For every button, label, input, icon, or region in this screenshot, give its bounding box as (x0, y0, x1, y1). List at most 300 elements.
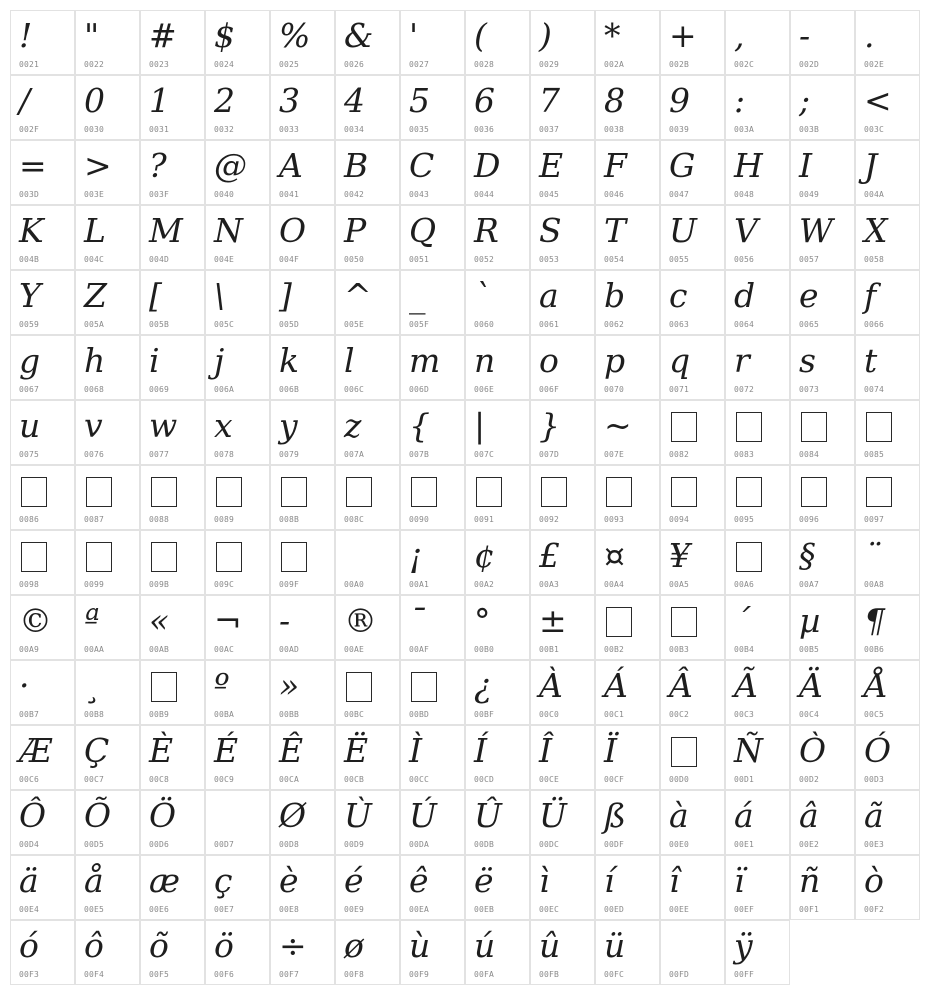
glyph-code: 00F8 (344, 970, 365, 979)
glyph-code: 004D (149, 255, 170, 264)
glyph-cell (400, 530, 465, 595)
glyph-char: E (539, 146, 564, 185)
glyph-char: i (149, 341, 160, 380)
glyph-cell (10, 465, 75, 530)
glyph-code: 0028 (474, 60, 495, 69)
glyph-char: ÿ (734, 926, 753, 965)
glyph-cell (205, 855, 270, 920)
glyph-code: 003A (734, 125, 755, 134)
glyph-cell (790, 400, 855, 465)
glyph-code: 003F (149, 190, 170, 199)
glyph-cell (465, 270, 530, 335)
glyph-cell (855, 725, 920, 790)
glyph-char: Û (474, 796, 502, 835)
glyph-cell (530, 140, 595, 205)
glyph-char: ß (604, 796, 627, 835)
glyph-cell (400, 465, 465, 530)
glyph-char: Â (669, 666, 693, 705)
missing-glyph-box (736, 412, 762, 442)
glyph-code: 005F (409, 320, 430, 329)
glyph-char: â (799, 796, 819, 835)
glyph-code: 0089 (214, 515, 235, 524)
glyph-code: 0085 (864, 450, 885, 459)
glyph-code: 00F3 (19, 970, 40, 979)
glyph-cell (270, 10, 335, 75)
glyph-cell (595, 855, 660, 920)
glyph-char: ñ (799, 861, 821, 900)
missing-glyph-box (281, 477, 307, 507)
glyph-char: û (539, 926, 561, 965)
glyph-char: ° (474, 601, 491, 640)
glyph-code: 00D3 (864, 775, 885, 784)
glyph-cell (270, 855, 335, 920)
glyph-code: 00F1 (799, 905, 820, 914)
glyph-char: ù (409, 926, 431, 965)
glyph-code: 0086 (19, 515, 40, 524)
glyph-code: 0027 (409, 60, 430, 69)
glyph-char: Ì (409, 731, 423, 770)
glyph-char: - (279, 601, 291, 640)
glyph-char: S (539, 211, 562, 250)
glyph-cell (10, 140, 75, 205)
glyph-cell (595, 270, 660, 335)
glyph-char: ] (279, 276, 292, 315)
glyph-char: õ (149, 926, 169, 965)
glyph-cell (335, 920, 400, 985)
glyph-cell (140, 465, 205, 530)
glyph-cell (790, 465, 855, 530)
glyph-cell (465, 10, 530, 75)
missing-glyph-box (411, 672, 437, 702)
glyph-cell (140, 595, 205, 660)
glyph-cell (790, 530, 855, 595)
missing-glyph-box (151, 672, 177, 702)
glyph-char: ^ (344, 276, 372, 315)
glyph-char: v (84, 406, 103, 445)
glyph-char: « (149, 601, 170, 640)
glyph-code: 00CE (539, 775, 560, 784)
glyph-code: 00B8 (84, 710, 105, 719)
missing-glyph-box (216, 477, 242, 507)
glyph-cell (400, 855, 465, 920)
glyph-cell (140, 205, 205, 270)
missing-glyph-box (736, 477, 762, 507)
glyph-char: ' (409, 16, 419, 55)
glyph-char: _ (409, 276, 426, 315)
glyph-cell (270, 335, 335, 400)
glyph-code: 0078 (214, 450, 235, 459)
glyph-code: 0045 (539, 190, 560, 199)
glyph-char: $ (214, 16, 235, 55)
glyph-cell (335, 400, 400, 465)
glyph-char: ü (604, 926, 626, 965)
glyph-code: 00C7 (84, 775, 105, 784)
glyph-char: 9 (669, 81, 690, 120)
glyph-code: 00AB (149, 645, 170, 654)
glyph-cell (400, 335, 465, 400)
glyph-code: 0041 (279, 190, 300, 199)
glyph-code: 0036 (474, 125, 495, 134)
glyph-code: 00A0 (344, 580, 365, 589)
glyph-code: 0069 (149, 385, 170, 394)
glyph-code: 00A5 (669, 580, 690, 589)
glyph-char: k (279, 341, 299, 380)
glyph-code: 0068 (84, 385, 105, 394)
glyph-char: > (84, 146, 112, 185)
glyph-cell (595, 10, 660, 75)
glyph-code: 00AF (409, 645, 430, 654)
glyph-code: 00F5 (149, 970, 170, 979)
missing-glyph-box (216, 542, 242, 572)
glyph-code: 0070 (604, 385, 625, 394)
glyph-char: | (474, 406, 486, 445)
glyph-cell (595, 725, 660, 790)
glyph-code: 00BD (409, 710, 430, 719)
glyph-char: 4 (344, 81, 365, 120)
glyph-code: 0054 (604, 255, 625, 264)
glyph-cell (140, 140, 205, 205)
glyph-code: 00B1 (539, 645, 560, 654)
glyph-cell (400, 205, 465, 270)
glyph-cell (400, 75, 465, 140)
glyph-cell (595, 335, 660, 400)
glyph-code: 00B0 (474, 645, 495, 654)
glyph-cell (335, 725, 400, 790)
glyph-code: 0075 (19, 450, 40, 459)
glyph-char: t (864, 341, 878, 380)
glyph-cell (335, 75, 400, 140)
glyph-cell (465, 140, 530, 205)
glyph-cell (465, 790, 530, 855)
glyph-char: 3 (279, 81, 300, 120)
glyph-code: 002F (19, 125, 40, 134)
glyph-char: ÷ (279, 926, 307, 965)
glyph-char: % (279, 16, 311, 55)
glyph-cell (335, 335, 400, 400)
glyph-char: Å (864, 666, 888, 705)
missing-glyph-box (736, 542, 762, 572)
glyph-cell (75, 725, 140, 790)
glyph-code: 00DF (604, 840, 625, 849)
glyph-code: 00C0 (539, 710, 560, 719)
glyph-cell (855, 400, 920, 465)
glyph-char: l (344, 341, 355, 380)
glyph-char: ® (344, 601, 377, 640)
glyph-code: 00D8 (279, 840, 300, 849)
glyph-code: 008C (344, 515, 365, 524)
glyph-cell (790, 725, 855, 790)
glyph-char: M (149, 211, 183, 250)
glyph-cell (10, 400, 75, 465)
glyph-code: 003B (799, 125, 820, 134)
glyph-char: { (409, 406, 430, 445)
glyph-code: 0062 (604, 320, 625, 329)
glyph-cell (270, 920, 335, 985)
glyph-char: á (734, 796, 754, 835)
glyph-code: 0090 (409, 515, 430, 524)
glyph-cell (855, 660, 920, 725)
glyph-code: 0044 (474, 190, 495, 199)
glyph-char: à (669, 796, 689, 835)
glyph-cell (725, 400, 790, 465)
glyph-char: Q (409, 211, 437, 250)
glyph-cell (75, 855, 140, 920)
glyph-code: 00CF (604, 775, 625, 784)
glyph-char: Ä (799, 666, 823, 705)
glyph-cell (465, 855, 530, 920)
missing-glyph-box (21, 477, 47, 507)
glyph-cell (270, 75, 335, 140)
glyph-code: 00AC (214, 645, 235, 654)
glyph-char: 2 (214, 81, 235, 120)
glyph-code: 007B (409, 450, 430, 459)
glyph-cell (855, 530, 920, 595)
glyph-code: 00A7 (799, 580, 820, 589)
glyph-cell (10, 270, 75, 335)
glyph-char: Y (19, 276, 41, 315)
glyph-cell (400, 660, 465, 725)
glyph-cell (140, 10, 205, 75)
glyph-code: 00C6 (19, 775, 40, 784)
glyph-char: F (604, 146, 627, 185)
glyph-code: 0065 (799, 320, 820, 329)
glyph-code: 00E5 (84, 905, 105, 914)
glyph-char: D (474, 146, 501, 185)
glyph-char: d (734, 276, 756, 315)
glyph-cell (75, 270, 140, 335)
glyph-cell (790, 75, 855, 140)
glyph-char: & (344, 16, 374, 55)
glyph-code: 00F9 (409, 970, 430, 979)
glyph-cell (725, 855, 790, 920)
glyph-char: » (279, 666, 300, 705)
glyph-char: ¿ (474, 666, 492, 705)
glyph-char: 6 (474, 81, 495, 120)
glyph-cell (10, 725, 75, 790)
glyph-char: Ú (409, 796, 437, 835)
glyph-char: W (799, 211, 833, 250)
glyph-code: 00C4 (799, 710, 820, 719)
glyph-code: 00C5 (864, 710, 885, 719)
glyph-cell (205, 140, 270, 205)
glyph-code: 0021 (19, 60, 40, 69)
glyph-cell (660, 270, 725, 335)
glyph-code: 0035 (409, 125, 430, 134)
glyph-cell (660, 140, 725, 205)
glyph-code: 00DA (409, 840, 430, 849)
glyph-char: ¥ (669, 536, 690, 575)
glyph-cell (530, 855, 595, 920)
glyph-char: X (864, 211, 888, 250)
glyph-char: 1 (149, 81, 170, 120)
glyph-char: ¯ (409, 601, 426, 640)
glyph-char: ` (474, 276, 491, 315)
glyph-cell (530, 10, 595, 75)
glyph-cell (10, 10, 75, 75)
glyph-cell (270, 790, 335, 855)
glyph-code: 0040 (214, 190, 235, 199)
glyph-cell (790, 205, 855, 270)
glyph-cell (725, 335, 790, 400)
glyph-cell (140, 75, 205, 140)
glyph-cell (725, 920, 790, 985)
glyph-cell (75, 400, 140, 465)
glyph-cell (400, 790, 465, 855)
glyph-char: Ô (19, 796, 47, 835)
glyph-code: 00FF (734, 970, 755, 979)
glyph-code: 0098 (19, 580, 40, 589)
glyph-cell (335, 140, 400, 205)
glyph-cell (725, 530, 790, 595)
glyph-cell (855, 465, 920, 530)
glyph-cell (725, 75, 790, 140)
glyph-char: s (799, 341, 816, 380)
glyph-code: 00C8 (149, 775, 170, 784)
missing-glyph-box (411, 477, 437, 507)
glyph-cell (660, 855, 725, 920)
glyph-cell (75, 660, 140, 725)
glyph-code: 003C (864, 125, 885, 134)
glyph-code: 0091 (474, 515, 495, 524)
glyph-cell (335, 270, 400, 335)
glyph-cell (465, 465, 530, 530)
glyph-code: 00D9 (344, 840, 365, 849)
glyph-cell (530, 790, 595, 855)
missing-glyph-box (86, 477, 112, 507)
glyph-char: o (539, 341, 559, 380)
glyph-cell (205, 465, 270, 530)
glyph-char: V (734, 211, 758, 250)
glyph-cell (530, 270, 595, 335)
glyph-code: 0042 (344, 190, 365, 199)
glyph-code: 006B (279, 385, 300, 394)
glyph-code: 00DB (474, 840, 495, 849)
glyph-code: 00CA (279, 775, 300, 784)
glyph-code: 0099 (84, 580, 105, 589)
glyph-char: ( (474, 16, 487, 55)
glyph-cell (140, 725, 205, 790)
glyph-code: 00B5 (799, 645, 820, 654)
glyph-cell (595, 790, 660, 855)
glyph-char: Ò (799, 731, 827, 770)
glyph-cell (10, 855, 75, 920)
glyph-code: 00E0 (669, 840, 690, 849)
glyph-char: · (19, 666, 30, 705)
glyph-code: 00D1 (734, 775, 755, 784)
glyph-char: ú (474, 926, 496, 965)
glyph-char: 5 (409, 81, 430, 120)
missing-glyph-box (671, 477, 697, 507)
glyph-cell (140, 335, 205, 400)
glyph-code: 0059 (19, 320, 40, 329)
glyph-cell (270, 595, 335, 660)
glyph-code: 00D2 (799, 775, 820, 784)
glyph-char: g (19, 341, 41, 380)
glyph-char: < (864, 81, 892, 120)
glyph-char: Á (604, 666, 628, 705)
glyph-char: L (84, 211, 106, 250)
glyph-cell (660, 75, 725, 140)
missing-glyph-box (671, 607, 697, 637)
glyph-code: 0034 (344, 125, 365, 134)
glyph-char: : (734, 81, 746, 120)
glyph-code: 003D (19, 190, 40, 199)
glyph-cell (465, 660, 530, 725)
glyph-cell (75, 530, 140, 595)
glyph-code: 00CD (474, 775, 495, 784)
glyph-code: 00F4 (84, 970, 105, 979)
glyph-code: 004F (279, 255, 300, 264)
glyph-code: 0082 (669, 450, 690, 459)
glyph-cell (400, 725, 465, 790)
glyph-char: ± (539, 601, 567, 640)
glyph-cell (140, 855, 205, 920)
glyph-code: 0032 (214, 125, 235, 134)
glyph-code: 00F7 (279, 970, 300, 979)
glyph-cell (790, 335, 855, 400)
glyph-cell (205, 205, 270, 270)
glyph-cell (790, 790, 855, 855)
glyph-cell (270, 140, 335, 205)
glyph-code: 0077 (149, 450, 170, 459)
glyph-code: 00E8 (279, 905, 300, 914)
glyph-char: G (669, 146, 696, 185)
glyph-cell (660, 725, 725, 790)
glyph-code: 0072 (734, 385, 755, 394)
glyph-code: 00C3 (734, 710, 755, 719)
glyph-char: Ü (539, 796, 567, 835)
glyph-char: @ (214, 146, 247, 185)
glyph-cell (335, 595, 400, 660)
glyph-char: ¢ (474, 536, 495, 575)
glyph-cell (790, 140, 855, 205)
glyph-cell (205, 595, 270, 660)
glyph-char: î (669, 861, 680, 900)
glyph-code: 00D0 (669, 775, 690, 784)
glyph-char: * (604, 16, 621, 55)
glyph-code: 0058 (864, 255, 885, 264)
glyph-code: 0060 (474, 320, 495, 329)
missing-glyph-box (21, 542, 47, 572)
glyph-cell (270, 400, 335, 465)
glyph-cell (595, 660, 660, 725)
glyph-code: 00B4 (734, 645, 755, 654)
missing-glyph-box (151, 477, 177, 507)
glyph-char: è (279, 861, 299, 900)
glyph-cell (140, 270, 205, 335)
glyph-char: m (409, 341, 441, 380)
glyph-cell (790, 595, 855, 660)
glyph-cell (855, 270, 920, 335)
glyph-code: 00A6 (734, 580, 755, 589)
glyph-code: 00EA (409, 905, 430, 914)
glyph-cell (790, 660, 855, 725)
glyph-cell (270, 660, 335, 725)
glyph-char: ï (734, 861, 745, 900)
glyph-grid (10, 10, 920, 985)
glyph-cell (530, 660, 595, 725)
glyph-cell (205, 790, 270, 855)
glyph-char: j (214, 341, 225, 380)
glyph-cell (465, 75, 530, 140)
glyph-code: 00BB (279, 710, 300, 719)
glyph-char: . (864, 16, 875, 55)
glyph-char: Ï (604, 731, 618, 770)
glyph-char: ´ (734, 601, 751, 640)
glyph-char: ó (19, 926, 39, 965)
glyph-char: f (864, 276, 877, 315)
glyph-cell (465, 335, 530, 400)
